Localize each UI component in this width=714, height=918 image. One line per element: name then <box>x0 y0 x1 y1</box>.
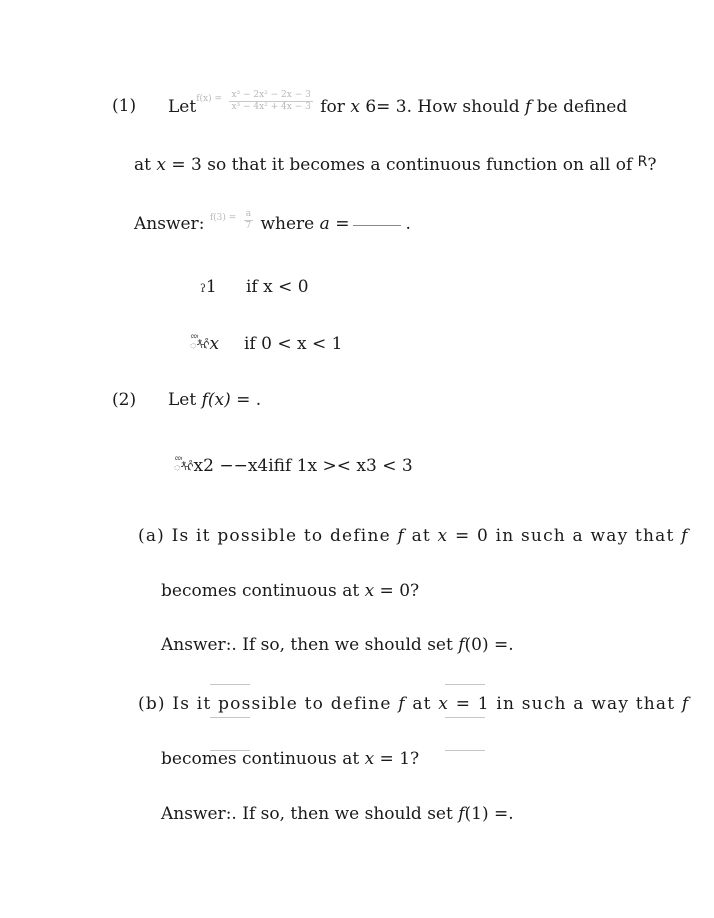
piecewise-row-1 <box>200 277 217 297</box>
reals-symbol: R <box>637 154 648 170</box>
brace-glyph: ʔ <box>200 282 206 295</box>
problem-1-line-2 <box>134 154 657 175</box>
answer-text: Answer:. If so, then we should set <box>161 635 459 655</box>
problem-1-number: (1) <box>112 96 137 116</box>
period: . <box>405 214 411 234</box>
part-b-line-2 <box>161 749 419 769</box>
answer-fraction <box>244 209 253 232</box>
answer-end: (1) =. <box>464 804 514 824</box>
how-text: 6= 3. How should <box>359 97 526 117</box>
piece-value: 1 <box>205 277 217 297</box>
piecewise-row-2 <box>190 334 219 354</box>
piecewise-garbled <box>174 456 413 476</box>
part-b-question <box>138 694 689 714</box>
question-mark: ? <box>647 155 657 175</box>
for-text: for <box>320 97 351 117</box>
value-text: = 0? <box>374 581 420 601</box>
var-f: f <box>397 526 405 546</box>
answer-rule <box>445 750 485 751</box>
var-f: f <box>681 694 690 714</box>
becomes-text: becomes continuous at <box>161 581 365 601</box>
answer-rule <box>210 717 250 718</box>
answer-rule <box>210 684 250 685</box>
value-text: = 1? <box>374 749 420 769</box>
var-f: f <box>525 97 532 117</box>
brace-glyph: ᢅᡮᡭ <box>174 461 194 474</box>
answer-rule <box>445 684 485 685</box>
at-text: at <box>404 526 438 546</box>
piecewise-row-1-condition: if x < 0 <box>246 277 309 297</box>
defined-text: be defined <box>531 97 628 117</box>
at-text: at <box>405 694 439 714</box>
f-of-x-label: f(x) = <box>196 94 223 104</box>
equals-text: = . <box>230 390 262 410</box>
answer-end: (0) =. <box>464 635 514 655</box>
var-x: x <box>156 155 166 175</box>
let-text: Let <box>168 390 202 410</box>
equals-text: = <box>329 214 350 234</box>
part-a-text: (a) Is it possible to define <box>138 526 398 546</box>
part-b-answer <box>161 804 514 824</box>
continuity-text: = 3 so that it becomes a continuous function on all of <box>165 155 638 175</box>
f3-label: f(3) = <box>209 213 237 223</box>
problem-1-answer <box>134 209 411 234</box>
piece-value: x <box>209 334 220 354</box>
var-x: x <box>364 749 375 769</box>
brace-glyph: ᢅᡮᡭ <box>190 339 210 352</box>
var-x: x <box>437 526 449 546</box>
rational-fraction <box>229 90 312 113</box>
answer-label: Answer: <box>134 214 205 234</box>
fraction-numerator: x³ − 2x² − 2x − 3 <box>231 90 311 100</box>
problem-2-number: (2) <box>112 390 137 410</box>
answer-fraction-denominator: 7 <box>245 221 252 231</box>
answer-rule <box>445 717 485 718</box>
where-text: where <box>260 214 320 234</box>
problem-1-line-1 <box>168 90 627 117</box>
becomes-text: becomes continuous at <box>161 749 365 769</box>
part-a-answer <box>161 635 514 655</box>
part-a-line-2 <box>161 581 419 601</box>
var-x: x <box>438 694 450 714</box>
piecewise-row-2-condition: if 0 < x < 1 <box>244 334 343 354</box>
at-text: at <box>134 155 157 175</box>
var-x: x <box>350 97 360 117</box>
f-of-x: f(x) <box>201 390 231 410</box>
var-x: x <box>364 581 375 601</box>
part-a-question <box>138 526 689 546</box>
var-f: f <box>458 804 465 824</box>
var-a: a <box>319 214 330 234</box>
var-f: f <box>458 635 465 655</box>
let-text: Let <box>168 97 197 117</box>
answer-text: Answer:. If so, then we should set <box>161 804 459 824</box>
such-that-text: = 1 in such a way that <box>449 694 682 714</box>
problem-2-definition <box>168 390 261 410</box>
var-f: f <box>398 694 406 714</box>
such-that-text: = 0 in such a way that <box>448 526 682 546</box>
piecewise-text: x2 −−x4ifif 1x >< x3 < 3 <box>193 456 413 476</box>
var-f: f <box>681 526 689 546</box>
answer-blank[interactable] <box>353 225 401 226</box>
part-b-text: (b) Is it possible to define <box>138 694 399 714</box>
answer-fraction-numerator: a <box>245 209 252 219</box>
fraction-denominator: x³ − 4x² + 4x − 3 <box>231 102 311 112</box>
